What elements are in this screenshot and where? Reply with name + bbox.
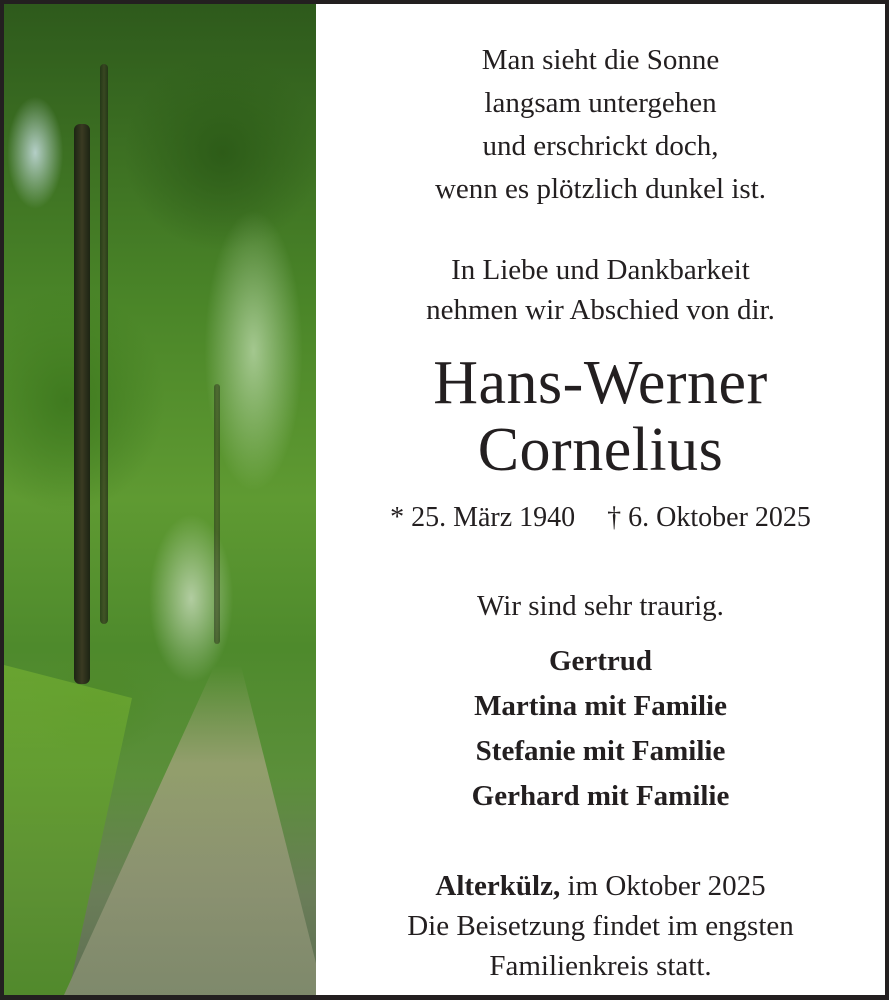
last-name: Cornelius <box>477 416 724 484</box>
forest-path-photo <box>4 4 316 995</box>
place-date <box>316 866 885 906</box>
poem-line: Man sieht die Sonne <box>481 44 720 76</box>
poem-line: wenn es plötzlich dunkel ist. <box>434 173 767 205</box>
tree-trunk <box>100 64 108 624</box>
date: im Oktober 2025 <box>560 870 766 902</box>
poem <box>316 39 885 211</box>
obituary-text <box>316 4 885 995</box>
death-date: † 6. Oktober 2025 <box>607 502 811 533</box>
birth-date: * 25. März 1940 <box>390 502 576 533</box>
farewell-line: In Liebe und Dankbarkeit <box>451 254 750 286</box>
obituary-notice <box>4 4 885 995</box>
poem-line: langsam untergehen <box>484 87 717 119</box>
deceased-name <box>316 350 885 484</box>
tree-trunk <box>214 384 220 644</box>
sentiment: Wir sind sehr traurig. <box>477 590 724 622</box>
notice-line: Die Beisetzung findet im engsten <box>407 910 794 942</box>
mourner: Stefanie mit Familie <box>475 735 726 767</box>
tree-trunk <box>74 124 90 684</box>
mourner: Martina mit Familie <box>474 690 727 722</box>
poem-line: und erschrickt doch, <box>482 130 719 162</box>
mourner: Gerhard mit Familie <box>471 780 730 812</box>
life-dates <box>316 502 885 534</box>
mourners-list <box>316 639 885 819</box>
footer <box>316 866 885 986</box>
farewell-line: nehmen wir Abschied von dir. <box>426 294 775 326</box>
mourner: Gertrud <box>548 645 653 677</box>
place: Alterkülz, <box>435 870 561 902</box>
first-name: Hans-Werner <box>433 349 768 417</box>
notice-line: Familienkreis statt. <box>489 950 712 982</box>
farewell <box>316 250 885 330</box>
